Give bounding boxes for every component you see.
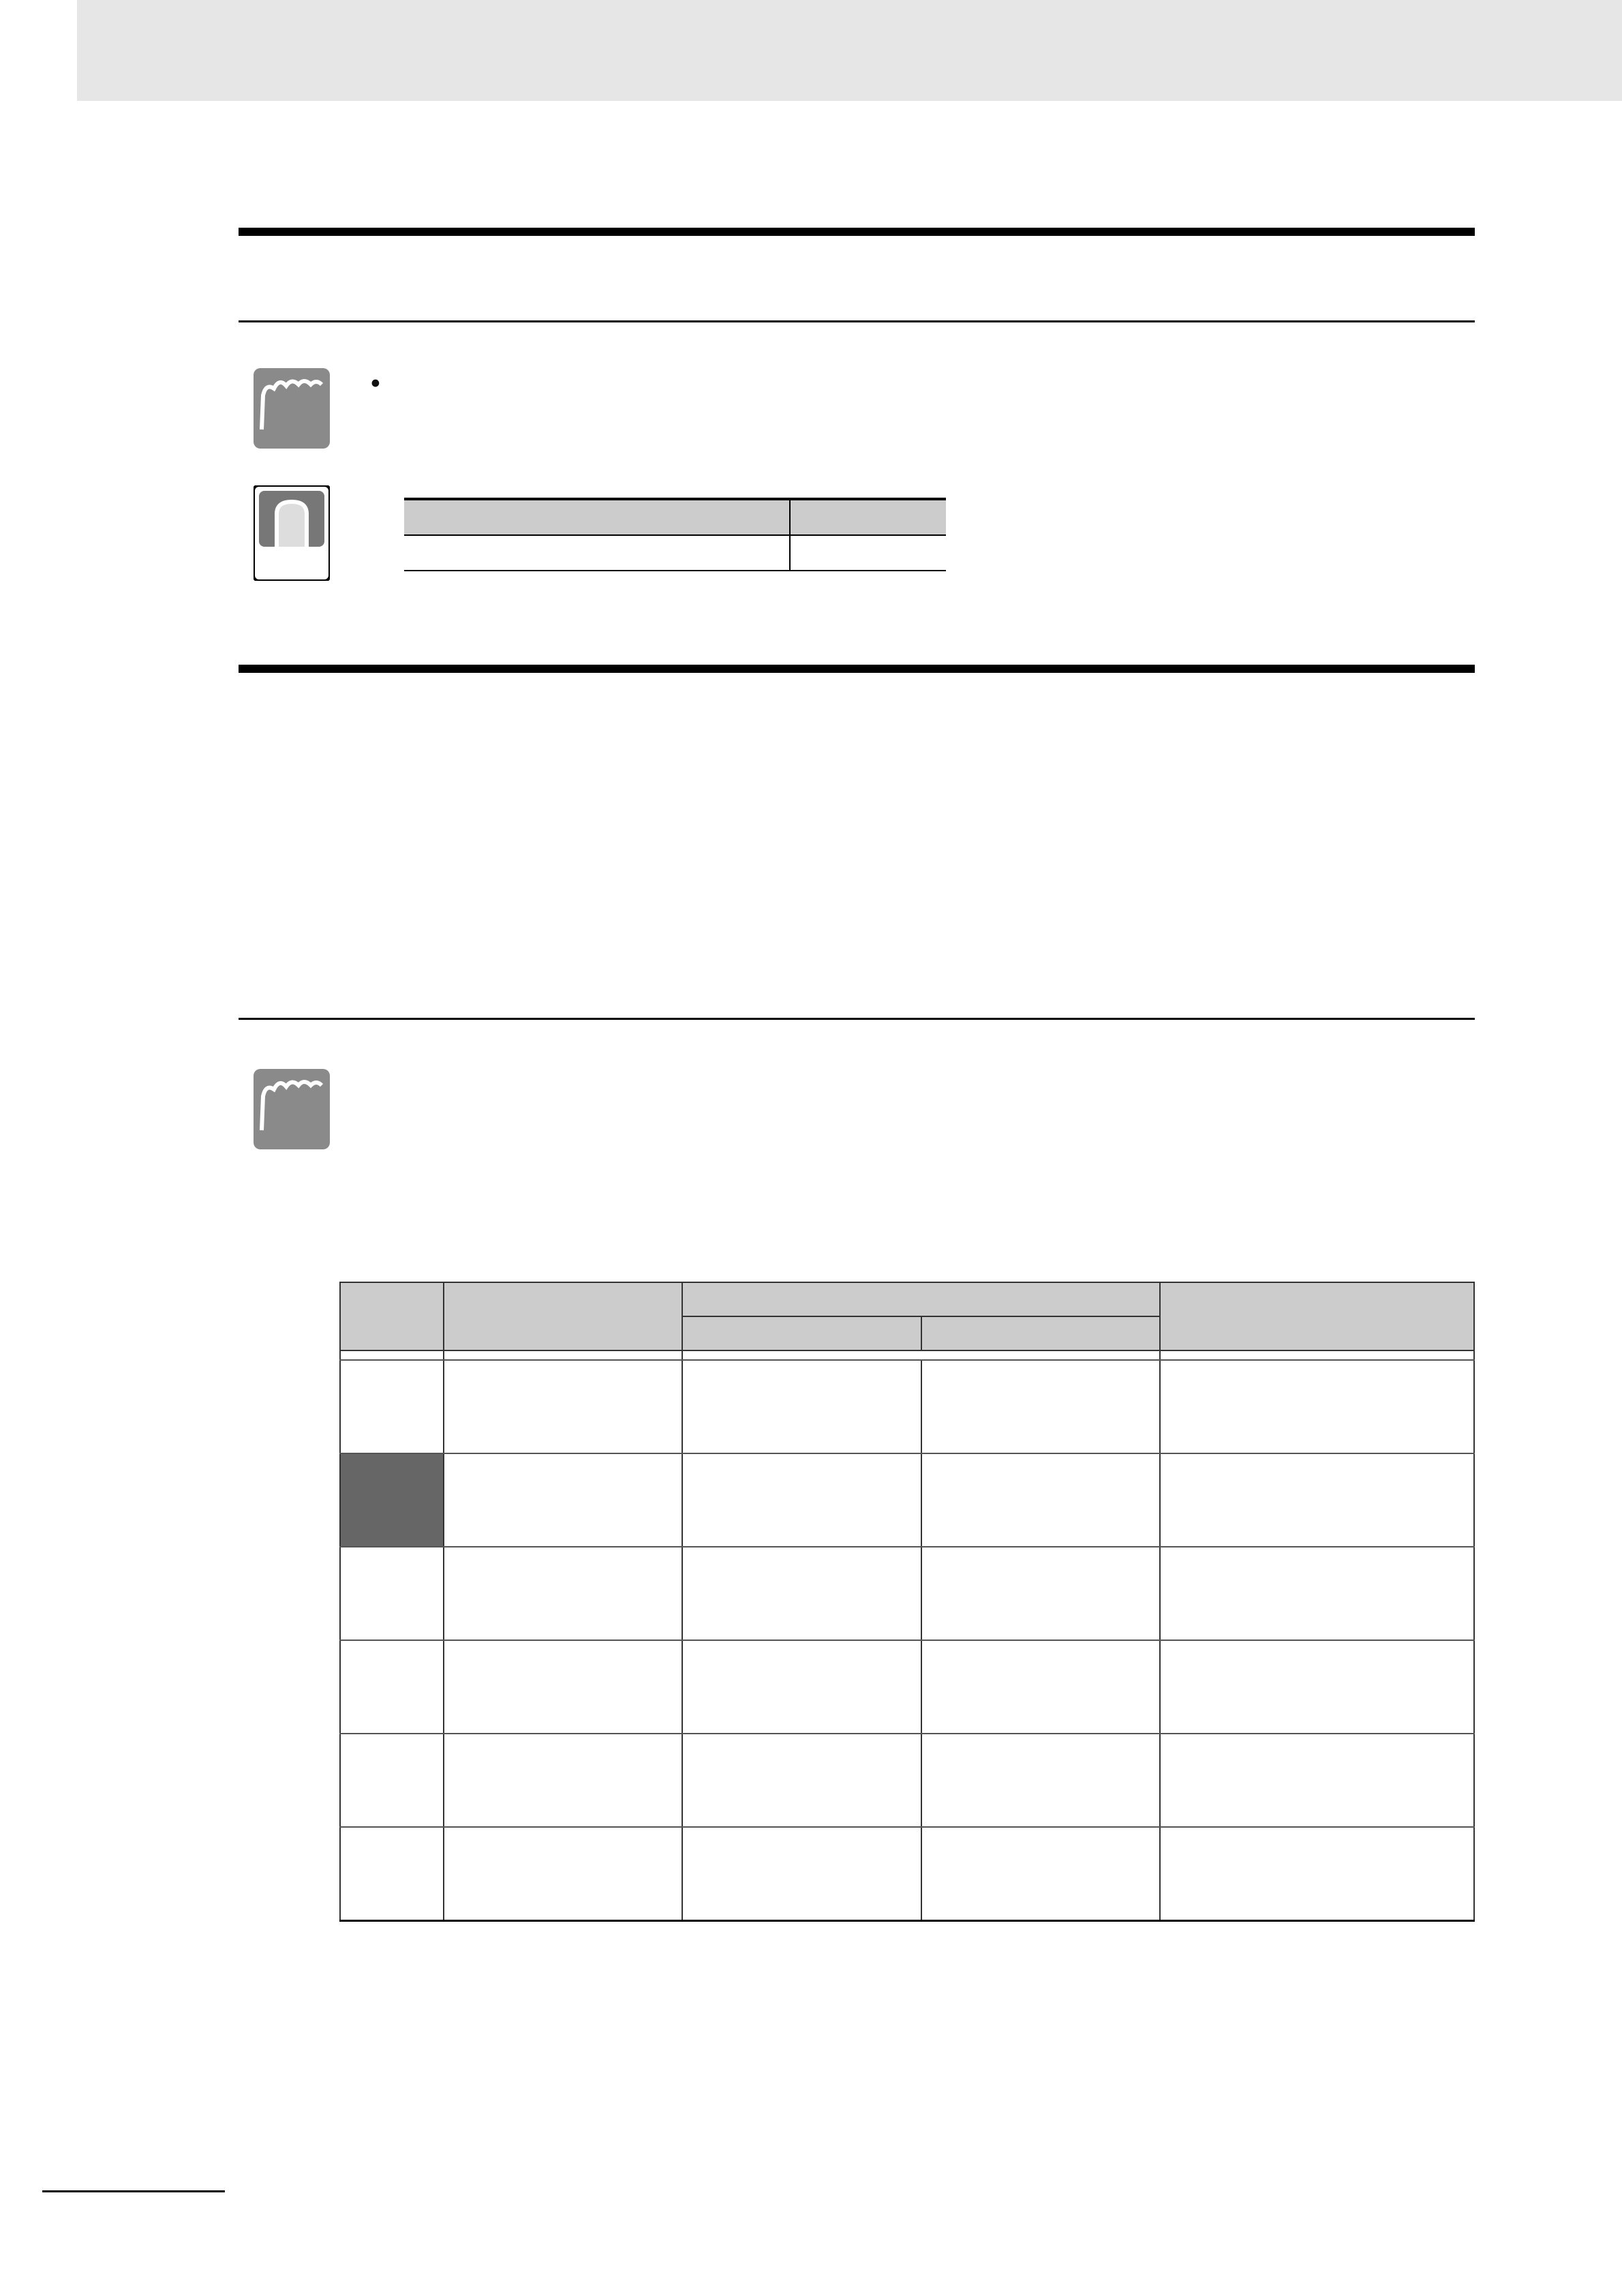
row-neg-note: [921, 1640, 1161, 1734]
function-icon: [254, 1069, 330, 1149]
row-desc: [1160, 1734, 1474, 1827]
row-value: [340, 1640, 444, 1734]
alarm-diagram: [686, 1549, 911, 1631]
alarm-type-table: [339, 1282, 1475, 1922]
table-row: [340, 1734, 1474, 1827]
row-value: [340, 1827, 444, 1921]
page-header-bar: [77, 0, 1622, 101]
alarm-diagram: [925, 1549, 1150, 1631]
diagram-cell: [682, 1453, 921, 1547]
section-rule: [239, 228, 1475, 236]
table-row: [340, 1350, 1474, 1360]
diagram-cell: [921, 1547, 1161, 1640]
row-type: [444, 1734, 683, 1827]
col-type-header: [444, 1282, 683, 1350]
row-type: [444, 1547, 683, 1640]
diagram-cell: [682, 1547, 921, 1640]
row-neg-note: [921, 1734, 1161, 1827]
row-desc: [1160, 1640, 1474, 1734]
setting-range-value: [404, 535, 790, 571]
diagram-cell: [682, 1734, 921, 1827]
alarm-diagram: [686, 1736, 911, 1817]
table-row: [340, 1547, 1474, 1640]
row-desc: [1160, 1350, 1474, 1360]
table-row: [340, 1453, 1474, 1547]
alarm-diagram: [686, 1642, 911, 1724]
row-value: [340, 1734, 444, 1827]
col-desc-header: [1160, 1282, 1474, 1350]
row-neg-note: [921, 1360, 1161, 1453]
section-rule: [239, 665, 1475, 673]
row-output: [682, 1350, 1160, 1360]
function-icon: [254, 368, 330, 449]
alarm-diagram: [686, 1455, 911, 1537]
row-value: [340, 1360, 444, 1453]
default-value: [790, 535, 946, 571]
diagram-cell: [921, 1453, 1161, 1547]
setting-icon: [254, 485, 330, 581]
col-value-header: [340, 1282, 444, 1350]
default-value-header: [790, 499, 946, 535]
diagram-cell: [682, 1640, 921, 1734]
row-desc: [1160, 1453, 1474, 1547]
section-rule: [239, 1018, 1475, 1020]
row-desc: [1160, 1360, 1474, 1453]
row-type: [444, 1453, 683, 1547]
bullet-icon: •: [368, 369, 383, 399]
footer-rule: [42, 2190, 225, 2192]
row-desc: [1160, 1827, 1474, 1921]
col-negative-header: [921, 1316, 1161, 1350]
diagram-cell: [682, 1827, 921, 1921]
table-row: [340, 1640, 1474, 1734]
row-value: [340, 1547, 444, 1640]
row-type: [444, 1827, 683, 1921]
page-header: [133, 46, 166, 80]
diagram-cell: [682, 1360, 921, 1453]
setting-range-table: [404, 498, 946, 571]
diagram-cell: [921, 1827, 1161, 1921]
row-value: [340, 1350, 444, 1360]
alarm-diagram: [686, 1362, 911, 1444]
table-row: [340, 1827, 1474, 1921]
row-desc: [1160, 1547, 1474, 1640]
alarm-diagram: [925, 1829, 1150, 1911]
alarm-diagram: [925, 1455, 1150, 1537]
row-type: [444, 1350, 683, 1360]
row-type: [444, 1640, 683, 1734]
col-output-header: [682, 1282, 1160, 1316]
table-row: [340, 1360, 1474, 1453]
section-rule: [239, 320, 1475, 322]
row-value-highlight: [340, 1453, 444, 1547]
setting-range-header: [404, 499, 790, 535]
row-type: [444, 1360, 683, 1453]
alarm-diagram: [686, 1829, 911, 1911]
col-positive-header: [682, 1316, 921, 1350]
